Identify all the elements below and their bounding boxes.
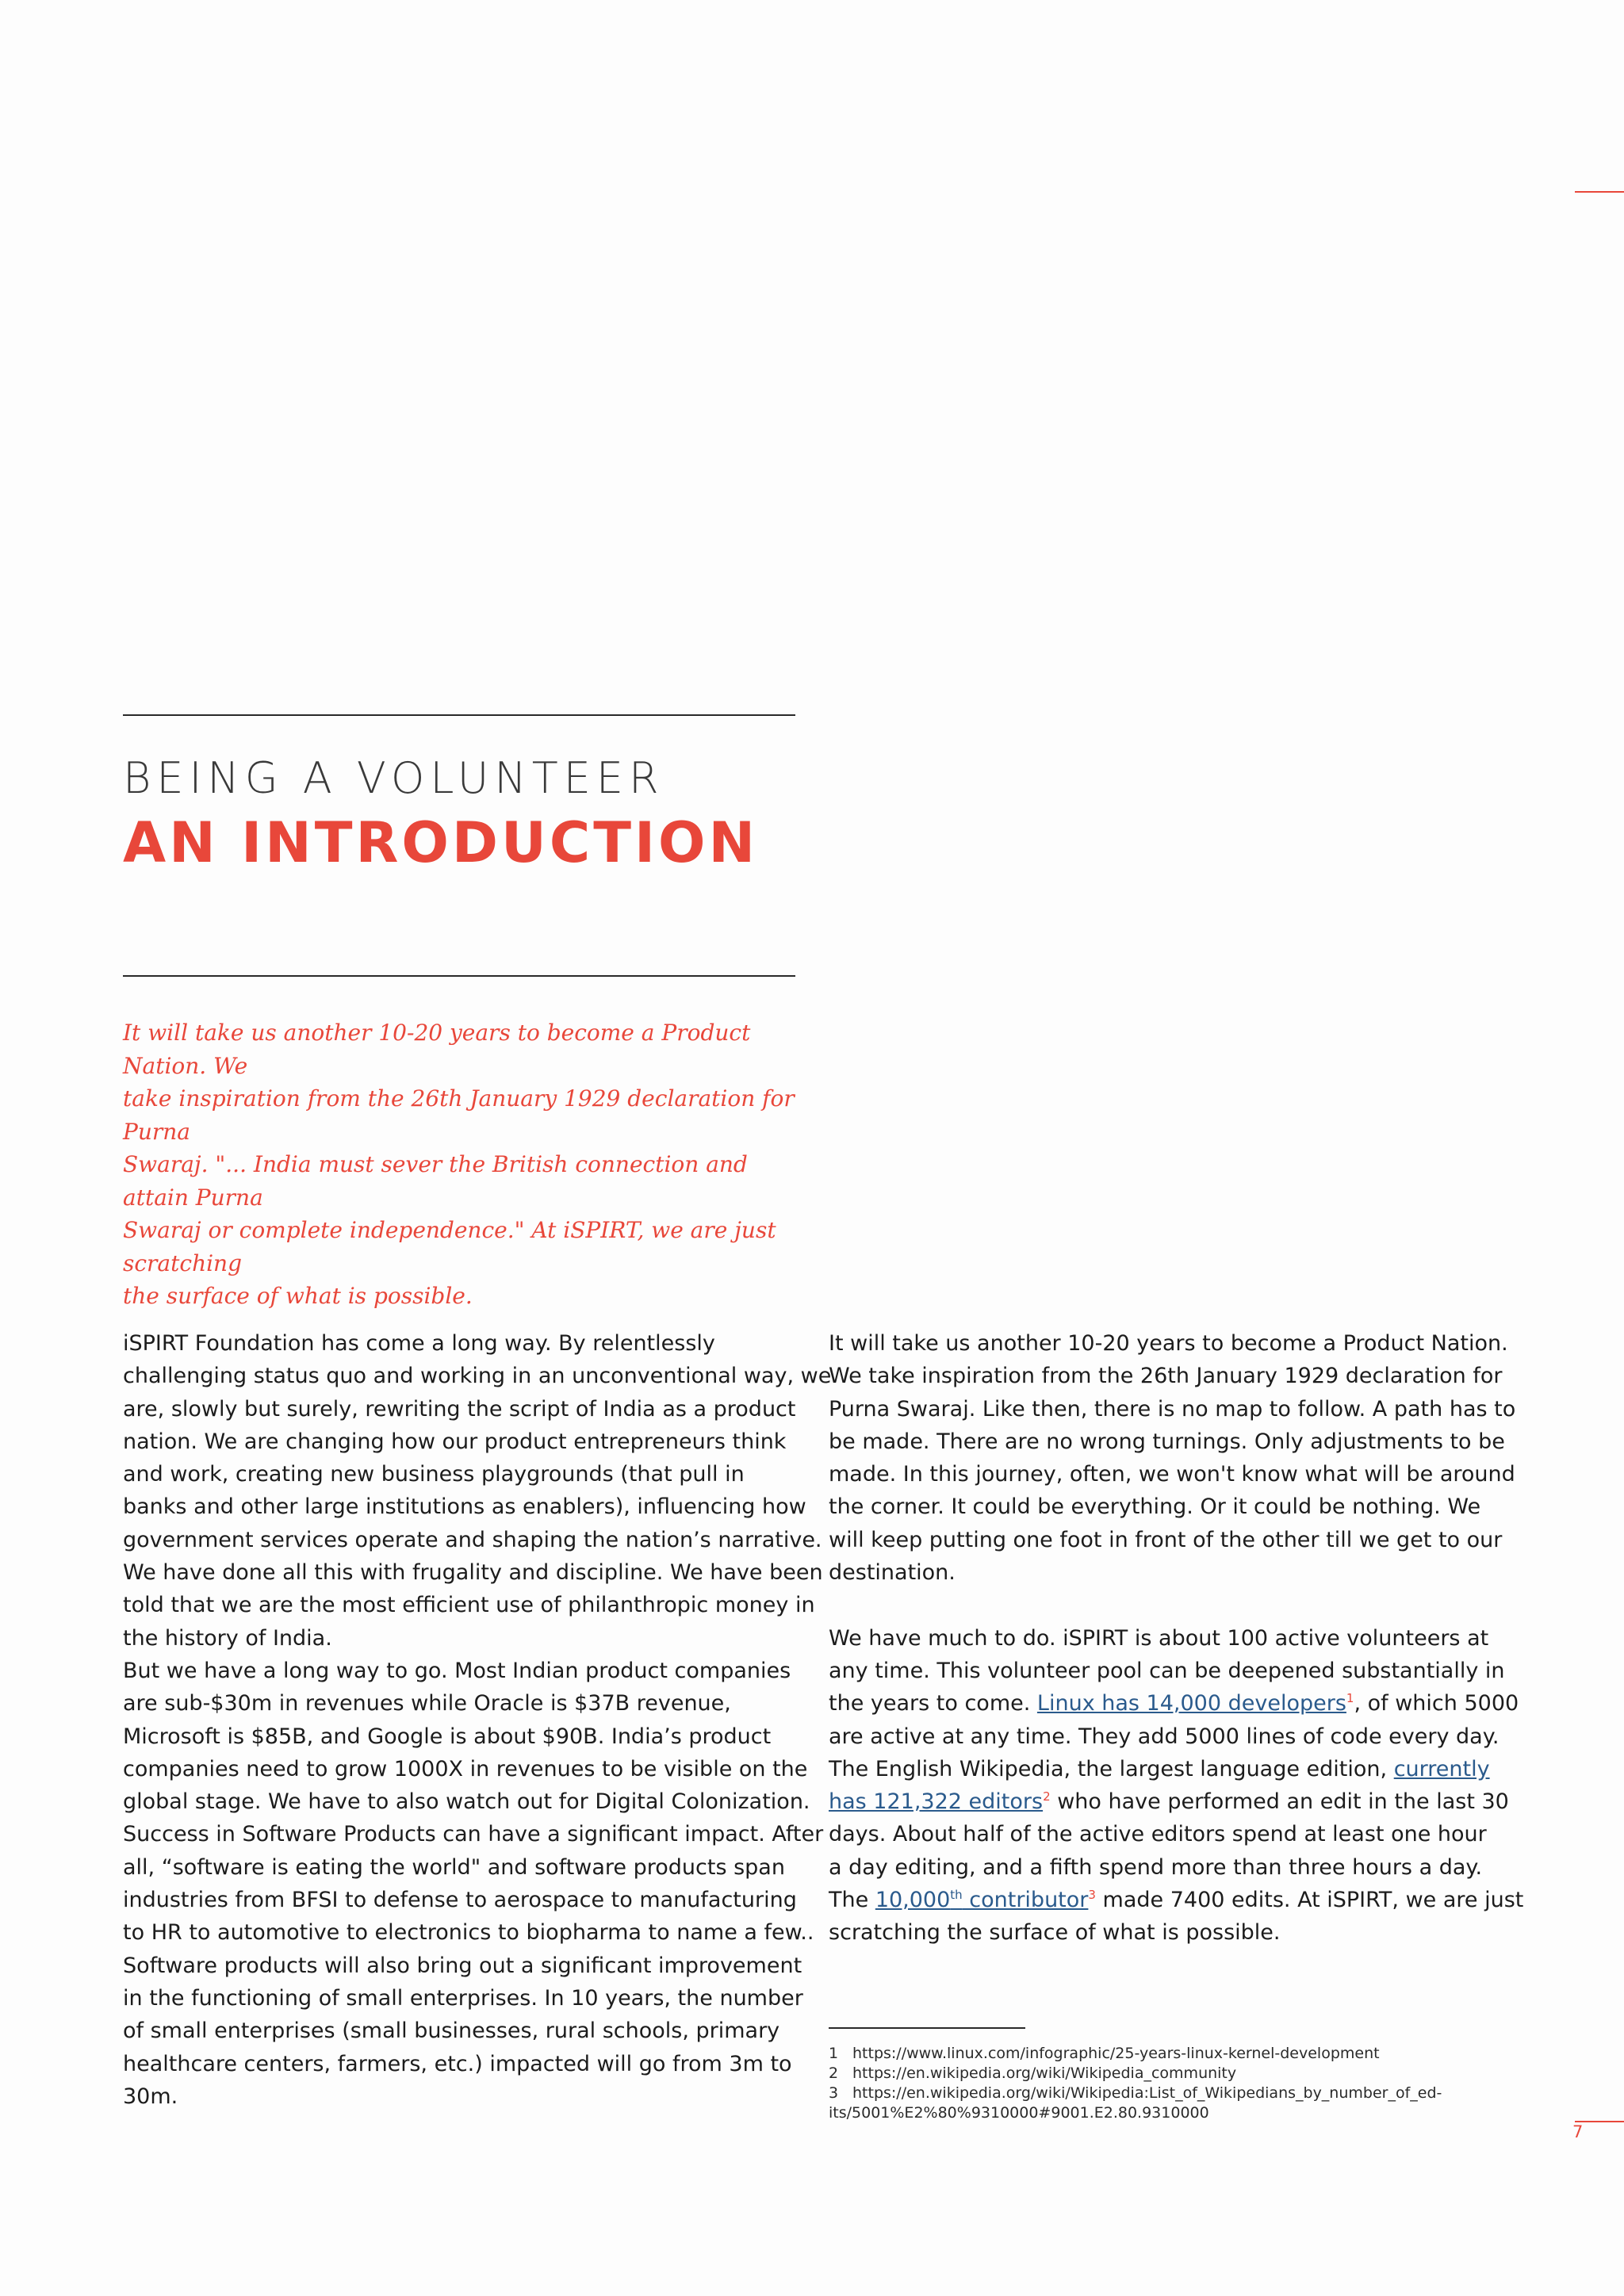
body-line: made. In this journey, often, we won't know what will be around (829, 1462, 1515, 1487)
body-line: Purna Swaraj. Like then, there is no map to follow. A path has to (829, 1396, 1516, 1422)
top-edge-tick (1575, 191, 1624, 193)
heading-top-rule (123, 714, 795, 716)
lede-line: the surface of what is possible. (123, 1283, 473, 1309)
body-line: in the functioning of small enterprises. In 10 years, the number (123, 1985, 803, 2011)
footnote-ref-2[interactable]: 2 (1043, 1789, 1051, 1804)
body-line: industries from BFSI to defense to aerospace to manufacturing (123, 1888, 797, 1913)
page-number: 7 (1572, 2122, 1584, 2141)
body-line: be made. There are no wrong turnings. Only adjustments to be (829, 1429, 1505, 1454)
linux-developers-link[interactable]: Linux has 14,000 developers (1036, 1691, 1346, 1716)
link-text: 10,000 (875, 1888, 951, 1913)
body-line: nation. We are changing how our product entrepreneurs think (123, 1429, 787, 1454)
body-line: to HR to automotive to electronics to biopharma to name a few.. (123, 1920, 814, 1946)
heading-bottom-rule (123, 975, 795, 977)
paragraph-gap (829, 1589, 1503, 1621)
section-overline: BEING A VOLUNTEER (123, 753, 665, 803)
lede-line: Swaraj or complete independence." At iSPIRT, we are just scratching (123, 1217, 776, 1276)
body-line (829, 1785, 1509, 1818)
body-line (829, 1884, 1524, 1916)
right-body-column (829, 1327, 1524, 1950)
body-line: It will take us another 10-20 years to become a Product Nation. (829, 1331, 1508, 1356)
body-line: challenging status quo and working in an unconventional way, we (123, 1364, 832, 1389)
body-line: all, “software is eating the world" and software products span (123, 1854, 785, 1880)
body-line: scratching the surface of what is possible. (829, 1920, 1281, 1946)
footnote-ref-1[interactable]: 1 (1346, 1691, 1354, 1706)
footnote-number: 3 (829, 2084, 839, 2102)
footnote-url[interactable]: https://en.wikipedia.org/wiki/Wikipedia:List_of_Wikipedians_by_number_of_ed- (852, 2084, 1442, 2102)
lede-line: take inspiration from the 26th January 1929 declaration for Purna (123, 1085, 795, 1145)
body-line: will keep putting one foot in front of the other till we get to our (829, 1527, 1503, 1552)
text-run: , of which 5000 (1354, 1691, 1519, 1716)
text-run: the years to come. (829, 1691, 1037, 1716)
footnote-1 (829, 2044, 1503, 2064)
footnote-3-cont (829, 2103, 1503, 2123)
link-text: contributor (962, 1888, 1089, 1913)
body-line: Success in Software Products can have a significant impact. After (123, 1822, 824, 1847)
body-line: banks and other large institutions as enablers), influencing how (123, 1494, 806, 1520)
footnote-number: 2 (829, 2064, 839, 2082)
footnote-ref-3[interactable]: 3 (1088, 1888, 1096, 1903)
body-line: the corner. It could be everything. Or it could be nothing. We (829, 1494, 1481, 1520)
body-line: are active at any time. They add 5000 lines of code every day. (829, 1724, 1500, 1749)
body-line: any time. This volunteer pool can be deepened substantially in (829, 1658, 1505, 1683)
body-line: Software products will also bring out a significant improvement (123, 1953, 802, 1978)
lede-line: It will take us another 10-20 years to become a Product Nation. We (123, 1020, 751, 1079)
body-line: are sub-$30m in revenues while Oracle is $37B revenue, (123, 1691, 731, 1716)
body-line: global stage. We have to also watch out for Digital Colonization. (123, 1789, 810, 1815)
footnote-number: 1 (829, 2045, 839, 2062)
footnote-url[interactable]: https://www.linux.com/infographic/25-years-linux-kernel-development (852, 2045, 1380, 2062)
body-line: government services operate and shaping the nation’s narrative. (123, 1527, 822, 1552)
body-line: told that we are the most efficient use of philanthropic money in (123, 1593, 815, 1618)
body-line: We have done all this with frugality and discipline. We have been (123, 1560, 823, 1586)
body-line: companies need to grow 1000X in revenues to be visible on the (123, 1756, 808, 1781)
footnote-url[interactable]: https://en.wikipedia.org/wiki/Wikipedia_community (852, 2064, 1237, 2082)
footnote-url[interactable]: its/5001%E2%80%9310000#9001.E2.80.9310000 (829, 2104, 1209, 2122)
body-line: the history of India. (123, 1625, 332, 1651)
body-line (829, 1753, 1503, 1785)
footnote-2 (829, 2064, 1503, 2084)
text-run: made 7400 edits. At iSPIRT, we are just (1095, 1888, 1524, 1913)
body-line: are, slowly but surely, rewriting the script of India as a product (123, 1396, 796, 1422)
lede-quote (123, 1016, 805, 1313)
wikipedia-editors-link[interactable]: currently (1393, 1756, 1490, 1781)
body-line: iSPIRT Foundation has come a long way. By relentlessly (123, 1331, 715, 1356)
body-line: 30m. (123, 2084, 178, 2109)
body-line: and work, creating new business playgrounds (that pull in (123, 1462, 745, 1487)
body-line: healthcare centers, farmers, etc.) impacted will go from 3m to (123, 2051, 792, 2076)
wikipedia-editors-link-cont[interactable]: has 121,322 editors (829, 1789, 1044, 1815)
body-line: of small enterprises (small businesses, rural schools, primary (123, 2019, 780, 2044)
footnote-3 (829, 2084, 1503, 2103)
footnotes (829, 2044, 1503, 2123)
left-body-column (123, 1327, 832, 2113)
contributor-link[interactable] (875, 1888, 1089, 1912)
body-line: But we have a long way to go. Most Indian product companies (123, 1658, 791, 1683)
text-run: The English Wikipedia, the largest language edition, (829, 1756, 1394, 1781)
body-line: days. About half of the active editors spend at least one hour (829, 1822, 1487, 1847)
text-run: The (829, 1888, 875, 1913)
footnote-rule (829, 2027, 1025, 2029)
body-line (829, 1687, 1519, 1720)
body-line: Microsoft is $85B, and Google is about $90B. India’s product (123, 1724, 772, 1749)
lede-line: Swaraj. "... India must sever the British connection and attain Purna (123, 1151, 748, 1211)
body-line: We have much to do. iSPIRT is about 100 active volunteers at (829, 1625, 1489, 1651)
body-line: destination. (829, 1560, 956, 1586)
text-run: who have performed an edit in the last 30 (1050, 1789, 1509, 1815)
body-line: a day editing, and a fifth spend more than three hours a day. (829, 1854, 1483, 1880)
ordinal-suffix: th (950, 1888, 963, 1903)
section-title: AN INTRODUCTION (123, 810, 759, 875)
body-line: We take inspiration from the 26th January 1929 declaration for (829, 1364, 1503, 1389)
